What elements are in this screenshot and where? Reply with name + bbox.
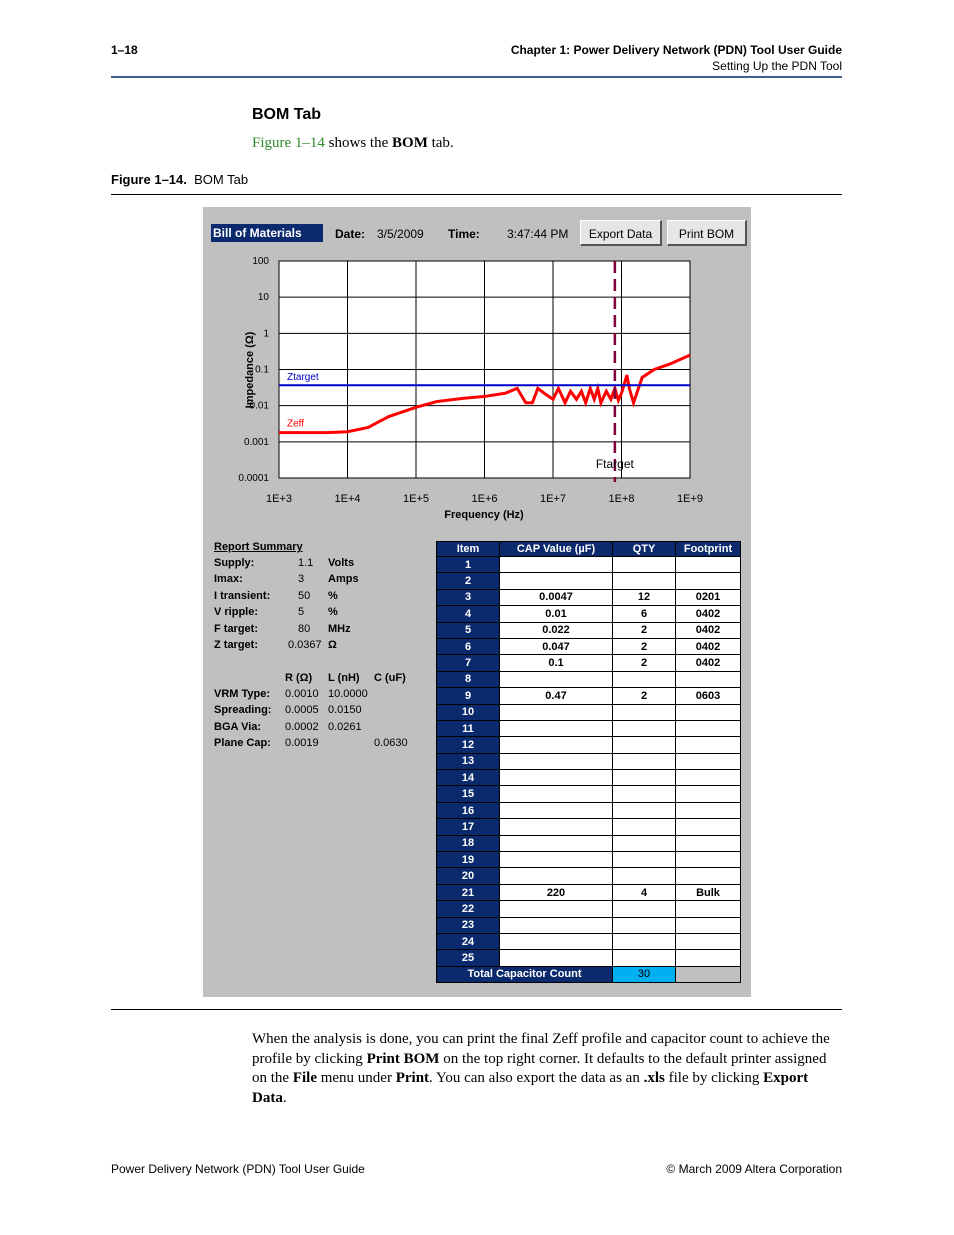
table-row (437, 933, 741, 949)
page-number: 1–18 (111, 43, 138, 57)
time-value: 3:47:44 PM (507, 227, 569, 241)
item-cell: 23 (437, 917, 500, 933)
report-value: 0.0367 (288, 639, 322, 651)
qty-cell[interactable]: 2 (613, 655, 676, 671)
intro-text-end: tab. (427, 135, 454, 151)
intro-paragraph (252, 135, 454, 152)
x-tick-label: 1E+9 (677, 493, 703, 505)
cap-value-cell[interactable]: 0.022 (500, 622, 613, 638)
table-row (437, 852, 741, 868)
print-bom-button[interactable]: Print BOM (667, 220, 747, 246)
qty-cell[interactable] (613, 950, 676, 966)
table-row (437, 802, 741, 818)
qty-cell[interactable]: 6 (613, 606, 676, 622)
cap-value-cell[interactable] (500, 786, 613, 802)
y-tick-label: 0.1 (255, 364, 269, 376)
col-cap-value: CAP Value (µF) (500, 542, 613, 557)
body-bold-export: Export Data (252, 1070, 809, 1106)
rlc-label: Plane Cap: (214, 737, 271, 749)
rlc-label: BGA Via: (214, 721, 262, 733)
report-unit: MHz (328, 623, 351, 635)
report-value: 5 (298, 606, 305, 618)
total-row (437, 966, 741, 982)
y-tick-label: 0.001 (243, 436, 269, 448)
report-value: 1.1 (298, 557, 314, 569)
item-cell: 7 (437, 655, 500, 671)
report-title: Report Summary (214, 541, 303, 553)
body-text-6: . (282, 1089, 287, 1106)
intro-text: shows the (324, 135, 393, 151)
footprint-cell[interactable]: 0402 (676, 655, 741, 671)
cap-value-cell[interactable] (500, 770, 613, 786)
export-data-button[interactable]: Export Data (580, 220, 662, 246)
qty-cell[interactable] (613, 819, 676, 835)
item-cell: 4 (437, 606, 500, 622)
item-cell: 16 (437, 802, 500, 818)
table-row (437, 671, 741, 687)
table-row (437, 884, 741, 900)
body-text-4: . You can also export the data as an (429, 1070, 644, 1087)
bom-table-body (437, 557, 741, 967)
item-cell: 12 (437, 737, 500, 753)
table-row (437, 868, 741, 884)
cap-value-cell[interactable] (500, 753, 613, 769)
table-row (437, 638, 741, 654)
y-tick-label: 0.0001 (238, 473, 269, 484)
footprint-cell[interactable] (676, 753, 741, 769)
rlc-r: 0.0019 (285, 737, 319, 749)
body-bold-file: File (292, 1070, 317, 1087)
footprint-cell[interactable]: 0201 (676, 589, 741, 605)
item-cell: 6 (437, 638, 500, 654)
col-item: Item (437, 542, 500, 557)
report-label: Z target: (214, 639, 258, 651)
item-cell: 25 (437, 950, 500, 966)
table-row (437, 835, 741, 851)
body-bold-xls: .xls (643, 1070, 665, 1087)
rlc-header: R (Ω) (285, 672, 313, 684)
footprint-cell[interactable] (676, 573, 741, 589)
footprint-cell[interactable] (676, 802, 741, 818)
qty-cell[interactable] (613, 802, 676, 818)
x-tick-label: 1E+5 (403, 493, 429, 505)
qty-cell[interactable] (613, 671, 676, 687)
footer-doc-title: Power Delivery Network (PDN) Tool User Guide (111, 1162, 365, 1176)
cap-value-cell[interactable]: 0.047 (500, 638, 613, 654)
footprint-cell[interactable]: 0402 (676, 606, 741, 622)
y-tick-label: 1 (263, 328, 269, 340)
report-label: Imax: (214, 573, 243, 585)
figure-label: Figure 1–14. (111, 172, 187, 187)
qty-cell[interactable] (613, 835, 676, 851)
footprint-cell[interactable]: 0402 (676, 622, 741, 638)
y-tick-label: 100 (252, 256, 269, 267)
section-heading: BOM Tab (252, 106, 322, 123)
report-unit: % (328, 590, 338, 602)
qty-cell[interactable] (613, 852, 676, 868)
report-unit: Ω (328, 639, 337, 651)
x-tick-label: 1E+3 (266, 493, 292, 505)
report-unit: Volts (328, 557, 355, 569)
cap-value-cell[interactable]: 0.01 (500, 606, 613, 622)
rlc-label: Spreading: (214, 704, 272, 716)
cap-value-cell[interactable] (500, 802, 613, 818)
body-text-2: on the top right corner. It defaults to the default printer assigned on the (252, 1050, 827, 1087)
table-row (437, 589, 741, 605)
y-axis-label: Impedance (Ω) (244, 331, 256, 409)
report-value: 50 (298, 590, 311, 602)
table-row (437, 720, 741, 736)
cap-value-cell[interactable] (500, 819, 613, 835)
qty-cell[interactable]: 2 (613, 622, 676, 638)
footprint-cell[interactable] (676, 950, 741, 966)
figure-title: BOM Tab (194, 172, 249, 187)
footprint-cell[interactable] (676, 671, 741, 687)
cap-value-cell[interactable] (500, 950, 613, 966)
footprint-cell[interactable] (676, 557, 741, 573)
report-label: I transient: (214, 590, 271, 602)
table-row (437, 917, 741, 933)
ztarget-label: Ztarget (287, 372, 319, 384)
qty-cell[interactable] (613, 557, 676, 573)
col-qty: QTY (613, 542, 676, 557)
body-text-1: When the analysis is done, you can print the final Zeff profile and capacitor count to achieve the profile by clicking (252, 1031, 830, 1067)
table-row (437, 753, 741, 769)
item-cell: 20 (437, 868, 500, 884)
qty-cell[interactable] (613, 901, 676, 917)
report-value: 3 (298, 573, 305, 585)
figure-caption (111, 172, 248, 187)
x-tick-label: 1E+6 (471, 493, 498, 505)
x-tick-label: 1E+4 (334, 493, 361, 505)
qty-cell[interactable] (613, 770, 676, 786)
qty-cell[interactable] (613, 573, 676, 589)
cap-value-cell[interactable] (500, 573, 613, 589)
footprint-cell[interactable] (676, 852, 741, 868)
figure-rule-bottom (111, 1009, 842, 1010)
item-cell: 18 (437, 835, 500, 851)
item-cell: 3 (437, 589, 500, 605)
report-label: V ripple: (214, 606, 259, 618)
rlc-l: 0.0261 (328, 721, 362, 733)
cap-value-cell[interactable]: 220 (500, 884, 613, 900)
cap-value-cell[interactable]: 0.47 (500, 688, 613, 704)
cap-value-cell[interactable] (500, 557, 613, 573)
footprint-cell[interactable] (676, 720, 741, 736)
intro-bold: BOM (392, 135, 428, 151)
chapter-title: Chapter 1: Power Delivery Network (PDN) Tool User Guide (510, 43, 842, 57)
cap-value-cell[interactable] (500, 852, 613, 868)
table-row (437, 950, 741, 966)
item-cell: 17 (437, 819, 500, 835)
body-text-5: file by clicking (664, 1070, 764, 1087)
cap-value-cell[interactable] (500, 835, 613, 851)
footprint-cell[interactable] (676, 917, 741, 933)
footprint-cell[interactable] (676, 704, 741, 720)
footprint-cell[interactable] (676, 819, 741, 835)
ftarget-label: Ftarget (595, 457, 634, 471)
table-row (437, 557, 741, 573)
item-cell: 8 (437, 671, 500, 687)
date-value: 3/5/2009 (377, 227, 424, 241)
qty-cell[interactable] (613, 753, 676, 769)
table-row (437, 606, 741, 622)
table-row (437, 786, 741, 802)
rlc-c: 0.0630 (374, 737, 408, 749)
body-text-3: menu under (316, 1070, 396, 1087)
cap-value-cell[interactable] (500, 901, 613, 917)
item-cell: 15 (437, 786, 500, 802)
rlc-header: C (uF) (374, 672, 406, 684)
qty-cell[interactable]: 4 (613, 884, 676, 900)
body-bold-print-bom: Print BOM (366, 1050, 440, 1067)
footprint-cell[interactable] (676, 786, 741, 802)
rlc-r: 0.0005 (285, 704, 319, 716)
qty-cell[interactable] (613, 737, 676, 753)
item-cell: 10 (437, 704, 500, 720)
qty-cell[interactable] (613, 917, 676, 933)
footprint-cell[interactable]: 0402 (676, 638, 741, 654)
rlc-l: 0.0150 (328, 704, 362, 716)
qty-cell[interactable] (613, 868, 676, 884)
item-cell: 14 (437, 770, 500, 786)
table-row (437, 573, 741, 589)
cap-value-cell[interactable] (500, 704, 613, 720)
cap-value-cell[interactable] (500, 933, 613, 949)
table-header-row (437, 542, 741, 557)
cap-value-cell[interactable] (500, 917, 613, 933)
header-rule (111, 76, 842, 78)
item-cell: 13 (437, 753, 500, 769)
item-cell: 5 (437, 622, 500, 638)
qty-cell[interactable] (613, 933, 676, 949)
qty-cell[interactable] (613, 704, 676, 720)
x-tick-label: 1E+7 (540, 493, 566, 505)
rlc-label: VRM Type: (214, 688, 271, 700)
table-row (437, 819, 741, 835)
footprint-cell[interactable]: 0603 (676, 688, 741, 704)
rlc-r: 0.0002 (285, 721, 319, 733)
bom-title: Bill of Materials (211, 224, 323, 242)
item-cell: 11 (437, 720, 500, 736)
rlc-r: 0.0010 (285, 688, 319, 700)
report-label: F target: (214, 623, 258, 635)
total-blank (676, 966, 741, 982)
col-footprint: Footprint (676, 542, 741, 557)
item-cell: 2 (437, 573, 500, 589)
x-axis-label: Frequency (Hz) (444, 509, 524, 521)
date-label: Date: (335, 227, 366, 241)
table-row (437, 901, 741, 917)
time-label: Time: (448, 227, 480, 241)
footer-copyright: © March 2009 Altera Corporation (666, 1162, 842, 1176)
cap-value-cell[interactable] (500, 737, 613, 753)
report-unit: % (328, 606, 338, 618)
x-tick-label: 1E+8 (608, 493, 635, 505)
footprint-cell[interactable] (676, 868, 741, 884)
report-unit: Amps (328, 573, 359, 585)
table-row (437, 704, 741, 720)
qty-cell[interactable]: 2 (613, 688, 676, 704)
qty-cell[interactable] (613, 720, 676, 736)
zeff-label: Zeff (287, 418, 305, 430)
item-cell: 24 (437, 933, 500, 949)
qty-cell[interactable]: 2 (613, 638, 676, 654)
item-cell: 1 (437, 557, 500, 573)
x-tick-labels (266, 493, 703, 505)
qty-cell[interactable]: 12 (613, 589, 676, 605)
table-row (437, 737, 741, 753)
total-label: Total Capacitor Count (437, 966, 613, 982)
item-cell: 21 (437, 884, 500, 900)
total-value[interactable]: 30 (613, 966, 676, 982)
item-cell: 22 (437, 901, 500, 917)
cap-value-cell[interactable] (500, 671, 613, 687)
footprint-cell[interactable] (676, 901, 741, 917)
footprint-cell[interactable] (676, 835, 741, 851)
footprint-cell[interactable]: Bulk (676, 884, 741, 900)
body-paragraph (252, 1030, 844, 1108)
item-cell: 9 (437, 688, 500, 704)
cap-value-cell[interactable] (500, 868, 613, 884)
table-row (437, 622, 741, 638)
y-tick-label: 0.01 (249, 400, 269, 412)
y-tick-label: 10 (257, 292, 269, 304)
bom-table (436, 541, 741, 983)
section-title-header: Setting Up the PDN Tool (712, 59, 842, 73)
report-value: 80 (298, 623, 311, 635)
cap-value-cell[interactable]: 0.1 (500, 655, 613, 671)
impedance-chart (203, 250, 751, 530)
footprint-cell[interactable] (676, 770, 741, 786)
item-cell: 19 (437, 852, 500, 868)
table-row (437, 688, 741, 704)
report-label: Supply: (214, 557, 255, 569)
footprint-cell[interactable] (676, 737, 741, 753)
rlc-header: L (nH) (328, 672, 360, 684)
qty-cell[interactable] (613, 786, 676, 802)
table-row (437, 655, 741, 671)
footprint-cell[interactable] (676, 933, 741, 949)
body-bold-print: Print (395, 1070, 430, 1087)
table-row (437, 770, 741, 786)
cap-value-cell[interactable]: 0.0047 (500, 589, 613, 605)
figure-rule-top (111, 194, 842, 195)
cap-value-cell[interactable] (500, 720, 613, 736)
rlc-l: 10.0000 (328, 688, 368, 700)
figure-link[interactable]: Figure 1–14 (252, 135, 325, 151)
